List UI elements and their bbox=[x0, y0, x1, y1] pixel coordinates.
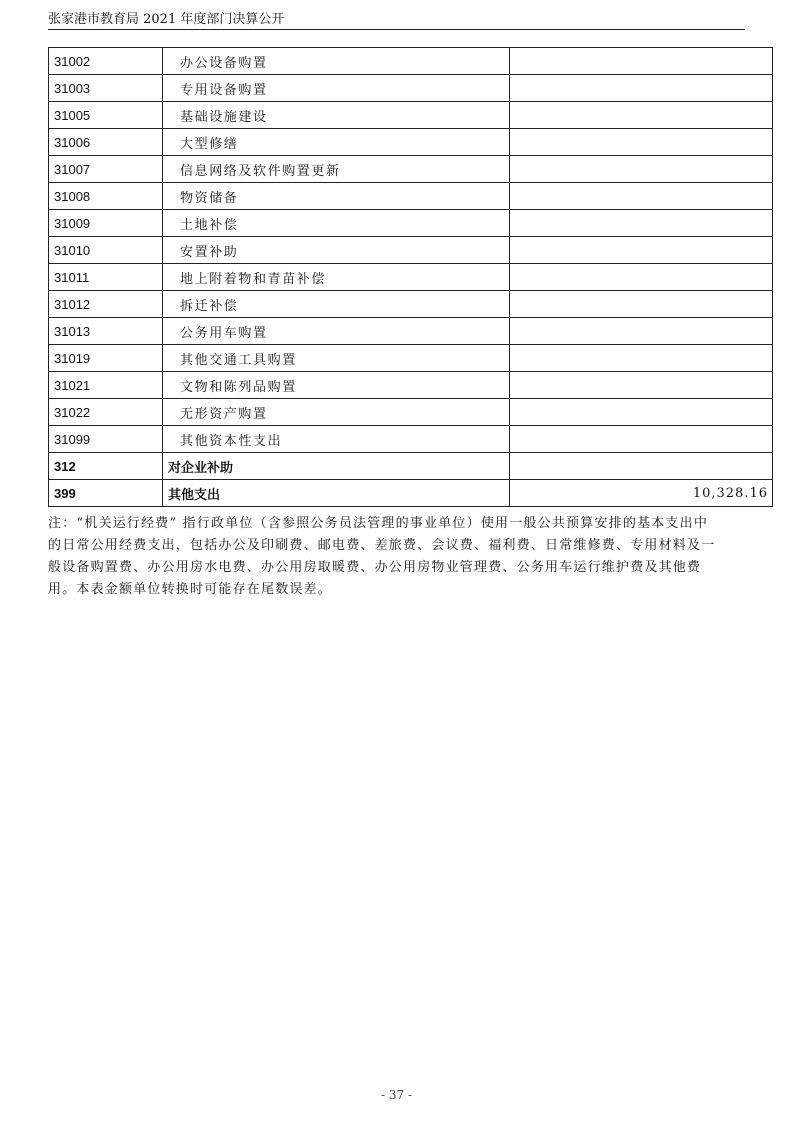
expenditure-table bbox=[48, 47, 773, 507]
row-name: 大型修缮 bbox=[163, 129, 510, 156]
row-amount bbox=[510, 48, 773, 75]
page-header bbox=[48, 10, 745, 30]
table-row bbox=[49, 102, 773, 129]
row-code: 31012 bbox=[49, 291, 163, 318]
table-row bbox=[49, 129, 773, 156]
row-name: 安置补助 bbox=[163, 237, 510, 264]
row-code: 31006 bbox=[49, 129, 163, 156]
row-code: 31003 bbox=[49, 75, 163, 102]
table-row bbox=[49, 237, 773, 264]
row-amount bbox=[510, 399, 773, 426]
row-amount bbox=[510, 183, 773, 210]
table-row bbox=[49, 156, 773, 183]
row-code: 31010 bbox=[49, 237, 163, 264]
footnote-line: 注：“机关运行经费” 指行政单位（含参照公务员法管理的事业单位）使用一般公共预算安排的基本支出中 bbox=[48, 516, 709, 531]
row-name: 其他资本性支出 bbox=[163, 426, 510, 453]
row-name: 土地补偿 bbox=[163, 210, 510, 237]
table-row-category bbox=[49, 480, 773, 507]
row-amount bbox=[510, 345, 773, 372]
row-name: 拆迁补偿 bbox=[163, 291, 510, 318]
row-amount bbox=[510, 156, 773, 183]
footnote-line: 的日常公用经费支出，包括办公及印刷费、邮电费、差旅费、会议费、福利费、日常维修费、专用材料及一 bbox=[48, 538, 716, 553]
table-row bbox=[49, 75, 773, 102]
table-row-category bbox=[49, 453, 773, 480]
row-amount: 10,328.16 bbox=[510, 480, 773, 507]
row-code: 31099 bbox=[49, 426, 163, 453]
row-code: 31007 bbox=[49, 156, 163, 183]
table-row bbox=[49, 345, 773, 372]
row-name: 信息网络及软件购置更新 bbox=[163, 156, 510, 183]
row-name: 其他支出 bbox=[163, 480, 510, 507]
row-name: 无形资产购置 bbox=[163, 399, 510, 426]
header-title: 张家港市教育局 2021 年度部门决算公开 bbox=[48, 12, 285, 27]
row-amount bbox=[510, 102, 773, 129]
row-code: 31019 bbox=[49, 345, 163, 372]
row-name: 公务用车购置 bbox=[163, 318, 510, 345]
row-name: 基础设施建设 bbox=[163, 102, 510, 129]
row-code: 31021 bbox=[49, 372, 163, 399]
page-number: - 37 - bbox=[380, 1088, 412, 1102]
row-amount bbox=[510, 372, 773, 399]
row-name: 其他交通工具购置 bbox=[163, 345, 510, 372]
row-code: 312 bbox=[49, 453, 163, 480]
row-amount bbox=[510, 426, 773, 453]
row-code: 31002 bbox=[49, 48, 163, 75]
row-amount bbox=[510, 291, 773, 318]
row-amount bbox=[510, 453, 773, 480]
footnote-line: 用。本表金额单位转换时可能存在尾数误差。 bbox=[48, 582, 333, 597]
row-name: 物资储备 bbox=[163, 183, 510, 210]
row-name: 地上附着物和青苗补偿 bbox=[163, 264, 510, 291]
row-name: 文物和陈列品购置 bbox=[163, 372, 510, 399]
row-amount bbox=[510, 75, 773, 102]
row-code: 31009 bbox=[49, 210, 163, 237]
table-row bbox=[49, 183, 773, 210]
table-row bbox=[49, 210, 773, 237]
table-row bbox=[49, 264, 773, 291]
row-amount bbox=[510, 264, 773, 291]
row-amount bbox=[510, 318, 773, 345]
row-code: 399 bbox=[49, 480, 163, 507]
row-code: 31022 bbox=[49, 399, 163, 426]
row-code: 31013 bbox=[49, 318, 163, 345]
table-row bbox=[49, 399, 773, 426]
row-code: 31005 bbox=[49, 102, 163, 129]
table-row bbox=[49, 48, 773, 75]
table-row bbox=[49, 318, 773, 345]
row-name: 专用设备购置 bbox=[163, 75, 510, 102]
row-amount bbox=[510, 237, 773, 264]
row-code: 31011 bbox=[49, 264, 163, 291]
row-code: 31008 bbox=[49, 183, 163, 210]
row-name: 对企业补助 bbox=[163, 453, 510, 480]
table-row bbox=[49, 291, 773, 318]
row-name: 办公设备购置 bbox=[163, 48, 510, 75]
footnote-line: 般设备购置费、办公用房水电费、办公用房取暖费、办公用房物业管理费、公务用车运行维护费及其他费 bbox=[48, 560, 702, 575]
table-row bbox=[49, 426, 773, 453]
table-footnote bbox=[48, 513, 748, 601]
row-amount bbox=[510, 210, 773, 237]
table-row bbox=[49, 372, 773, 399]
row-amount bbox=[510, 129, 773, 156]
